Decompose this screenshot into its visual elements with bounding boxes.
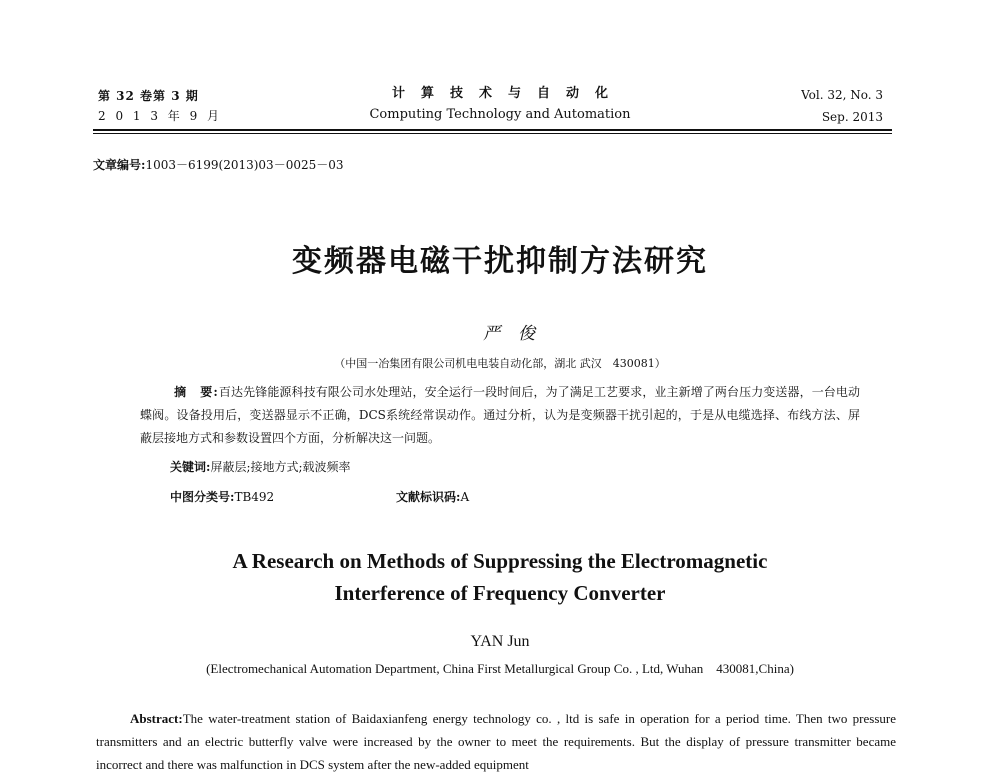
article-number bbox=[93, 156, 344, 174]
author-cn: 严俊 bbox=[483, 324, 553, 344]
journal-title-en: Computing Technology and Automation bbox=[369, 107, 631, 122]
abstract-en bbox=[96, 707, 896, 776]
journal-title-cn: 计算技术与自动化 bbox=[391, 86, 624, 101]
paper-title-en-line1: A Research on Methods of Suppressing the Electromagnetic bbox=[232, 549, 768, 573]
doc-code-label: 文献标识码: bbox=[396, 490, 461, 504]
header-left bbox=[98, 86, 298, 126]
header-center bbox=[320, 84, 680, 126]
header-rule-thin bbox=[93, 133, 892, 134]
volume-issue-cn: 第 32 卷第 3 期 bbox=[98, 89, 199, 103]
classification-codes bbox=[170, 487, 860, 507]
paper-title-en-line2: Interference of Frequency Converter bbox=[334, 581, 666, 605]
keywords-cn-label: 关键词: bbox=[170, 460, 211, 474]
author-en: YAN Jun bbox=[470, 633, 530, 650]
header-rule-thick bbox=[93, 129, 892, 131]
abstract-en-label: Abstract: bbox=[130, 711, 183, 726]
article-number-label: 文章编号: bbox=[93, 158, 146, 172]
volume-issue-en: Vol. 32, No. 3 bbox=[801, 88, 883, 102]
document-code bbox=[396, 487, 469, 507]
header-right bbox=[700, 84, 883, 128]
doc-code-value: A bbox=[460, 490, 470, 504]
article-number-value: 1003－6199(2013)03－0025－03 bbox=[145, 158, 344, 172]
date-en: Sep. 2013 bbox=[821, 110, 883, 124]
affiliation-cn: （中国一冶集团有限公司机电电装自动化部，湖北 武汉 430081） bbox=[334, 357, 666, 370]
keywords-cn-text: 屏蔽层;接地方式;载波频率 bbox=[210, 460, 351, 474]
clc-value: TB492 bbox=[234, 490, 275, 504]
paper-title-en bbox=[0, 545, 1000, 609]
date-cn: 2 0 1 3 年 9 月 bbox=[98, 109, 223, 123]
abstract-cn bbox=[140, 381, 860, 450]
abstract-cn-text: 百达先锋能源科技有限公司水处理站，安全运行一段时间后，为了满足工艺要求，业主新增了两台压力变送器，一台电动蝶阀。设备投用后，变送器显示不正确，DCS系统经常误动作。通过分析，认为是变频器干扰引起的，于是从电缆选择、布线方法、屏蔽层接地方式和参数设置四个方面，分析解决这一问题。 bbox=[140, 385, 860, 445]
abstract-en-text: The water-treatment station of Baidaxianfeng energy technology co. , ltd is safe in operation for a period time. Then two pressure transmitters and an electric butterfly valve were increased by the owner to meet the requirements. But the display of pressure transmitter became incorrect and there was malfunction in DCS system after the new-added equipment bbox=[96, 711, 896, 772]
paper-title-cn: 变频器电磁干扰抑制方法研究 bbox=[292, 244, 708, 279]
keywords-cn bbox=[170, 457, 860, 477]
clc-label: 中图分类号: bbox=[170, 490, 235, 504]
abstract-cn-label: 摘 要: bbox=[174, 385, 219, 399]
affiliation-en: (Electromechanical Automation Department, China First Metallurgical Group Co. , Ltd, Wuhan 430081,China) bbox=[206, 661, 794, 676]
